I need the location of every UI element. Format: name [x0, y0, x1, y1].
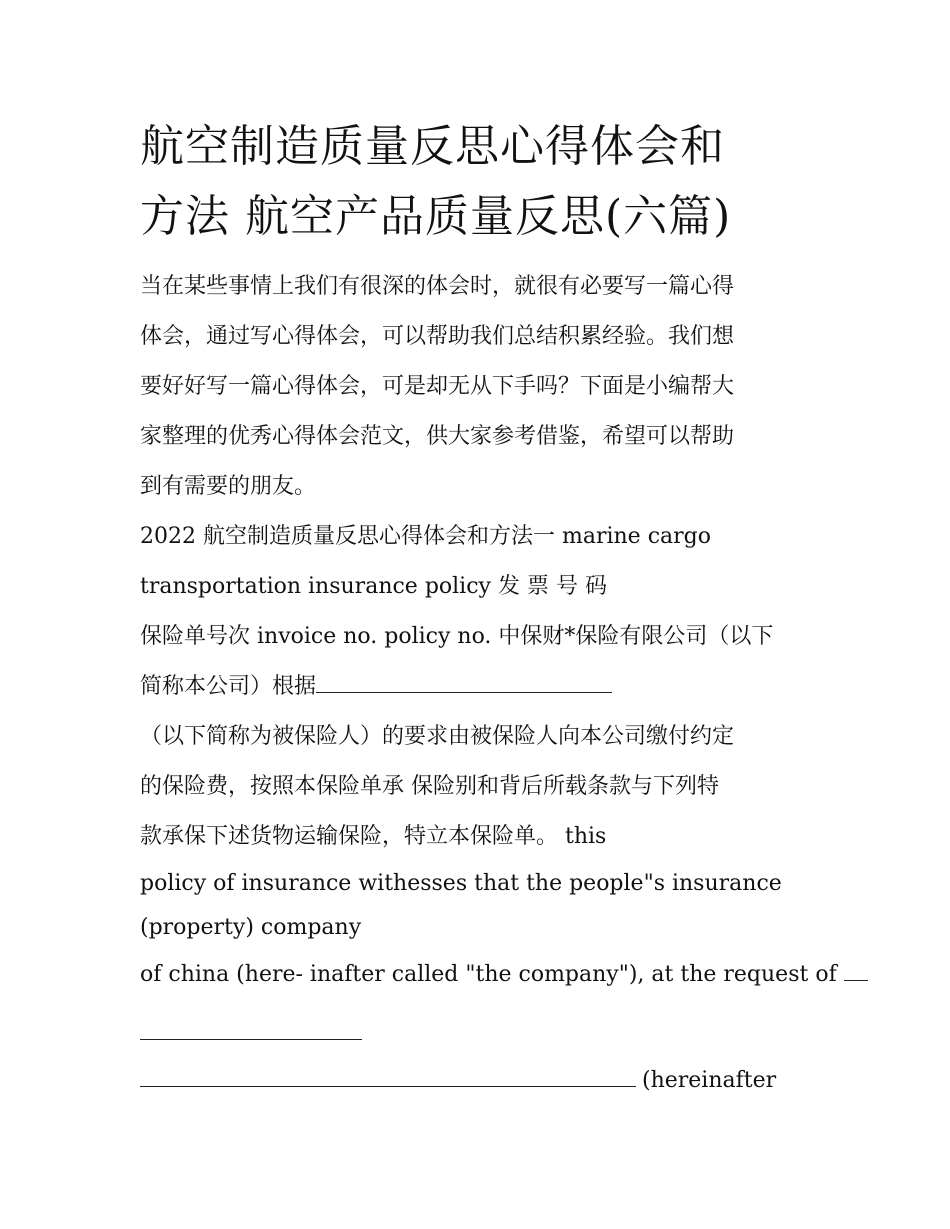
- intro-line: 要好好写一篇心得体会，可是却无从下手吗？下面是小编帮大: [140, 374, 735, 399]
- title-line-1: 航空制造质量反思心得体会和: [140, 121, 725, 172]
- document-title: [140, 112, 820, 252]
- body-line: 款承保下述货物运输保险，特立本保险单。 this: [140, 824, 607, 849]
- intro-line: 体会，通过写心得体会，可以帮助我们总结积累经验。我们想: [140, 324, 735, 349]
- fill-in-blank: [316, 691, 612, 693]
- hereinafter-text: (hereinafter: [642, 1068, 777, 1093]
- request-paragraph: [140, 950, 837, 1000]
- intro-paragraph: [140, 262, 820, 512]
- blank-prefix-text: 简称本公司）根据: [140, 674, 317, 699]
- english-line: (property) company: [140, 915, 362, 940]
- request-text: of china (here- inafter called "the company"), at the request of: [140, 962, 837, 987]
- blank-prefix-line: [140, 662, 820, 712]
- title-line-2: 方法 航空产品质量反思(六篇): [140, 191, 732, 242]
- hereinafter-line: [140, 1056, 820, 1106]
- section-line: 2022 航空制造质量反思心得体会和方法一 marine cargo: [140, 524, 711, 549]
- intro-line: 当在某些事情上我们有很深的体会时，就很有必要写一篇心得: [140, 274, 735, 299]
- body-line: 的保险费，按照本保险单承 保险别和背后所载条款与下列特: [140, 774, 719, 799]
- fill-in-blank: [140, 1039, 362, 1040]
- fill-in-blank: [140, 1085, 636, 1087]
- blank-rule-line: [140, 1000, 820, 1056]
- english-paragraph: [140, 862, 820, 950]
- fill-in-blank: [844, 979, 868, 981]
- english-line: policy of insurance withesses that the people"s insurance: [140, 871, 782, 896]
- intro-line: 到有需要的朋友。: [140, 474, 317, 499]
- body-line: （以下简称为被保险人）的要求由被保险人向本公司缴付约定: [140, 724, 735, 749]
- chinese-body-paragraph: [140, 712, 820, 862]
- document-page: [140, 112, 837, 1106]
- section-paragraph: [140, 512, 820, 712]
- request-line: [140, 950, 837, 1000]
- section-line: 保险单号次 invoice no. policy no. 中保财*保险有限公司（以下: [140, 624, 774, 649]
- section-line: transportation insurance policy 发 票 号 码: [140, 574, 607, 599]
- intro-line: 家整理的优秀心得体会范文，供大家参考借鉴，希望可以帮助: [140, 424, 735, 449]
